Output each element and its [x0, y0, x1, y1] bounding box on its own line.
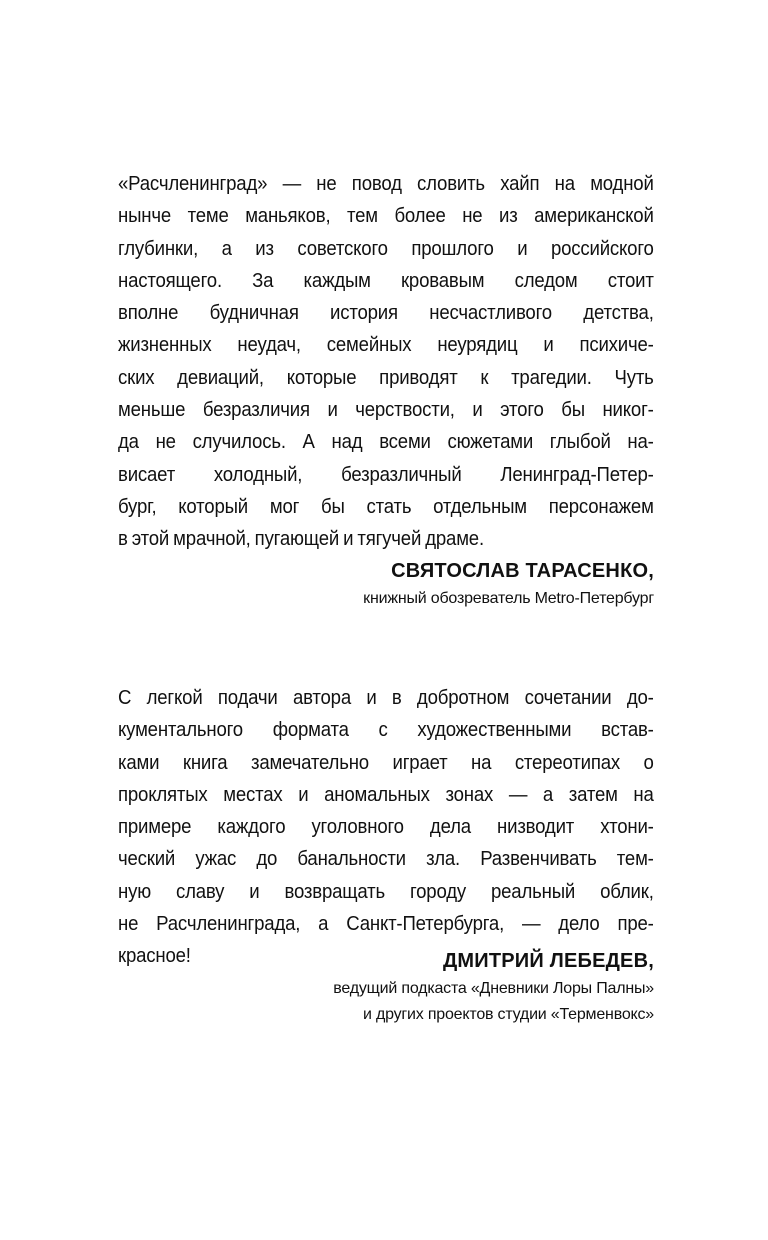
- text-line: не Расчленинграда, а Санкт-Петербурга, — дело пре-: [118, 913, 654, 936]
- text-line: в этой мрачной, пугающей и тягучей драме.: [118, 528, 484, 551]
- quote-1-attribution: [118, 556, 654, 612]
- author-description: книжный обозреватель Metro-Петербург: [363, 590, 654, 607]
- author-name: ДМИТРИЙ ЛЕБЕДЕВ,: [442, 950, 654, 972]
- text-line: примере каждого уголовного дела низводит хтони-: [118, 816, 654, 839]
- text-line: бург, который мог бы стать отдельным персонажем: [118, 495, 654, 518]
- text-line: нынче теме маньяков, тем более не из американской: [118, 205, 654, 228]
- text-line: да не случилось. А над всеми сюжетами глыбой на-: [118, 431, 654, 454]
- text-line: жизненных неудач, семейных неурядиц и психиче-: [118, 334, 654, 357]
- text-line: красное!: [118, 945, 191, 968]
- book-page: [118, 0, 654, 1240]
- text-line: глубинки, а из советского прошлого и российского: [118, 237, 654, 260]
- text-line: ских девиаций, которые приводят к трагедии. Чуть: [118, 366, 654, 389]
- quote-2-attribution: [118, 946, 654, 1028]
- text-line: «Расчленинград» — не повод словить хайп на модной: [118, 173, 654, 195]
- text-line: ную славу и возвращать городу реальный облик,: [118, 880, 654, 903]
- text-line: вполне будничная история несчастливого детства,: [118, 302, 654, 325]
- text-line: С легкой подачи автора и в добротном сочетании до-: [118, 687, 654, 709]
- review-quote-2: [118, 682, 654, 1023]
- author-description: и других проектов студии «Терменвокс»: [362, 1006, 654, 1023]
- author-description: ведущий подкаста «Дневники Лоры Палны»: [333, 980, 654, 997]
- quote-2-text: [118, 682, 654, 973]
- author-name: СВЯТОСЛАВ ТАРАСЕНКО,: [391, 560, 654, 582]
- text-line: ками книга замечательно играет на стереотипах о: [118, 751, 654, 774]
- quote-1-text: [118, 168, 654, 556]
- text-line: меньше безразличия и черствости, и этого бы никог-: [118, 399, 654, 422]
- text-line: ческий ужас до банальности зла. Развенчивать тем-: [118, 848, 654, 871]
- review-quote-1: [118, 168, 654, 607]
- text-line: проклятых местах и аномальных зонах — а затем на: [118, 783, 654, 806]
- text-line: настоящего. За каждым кровавым следом стоит: [118, 269, 654, 292]
- text-line: висает холодный, безразличный Ленинград-Петер-: [118, 463, 654, 486]
- text-line: кументального формата с художественными встав-: [118, 719, 654, 742]
